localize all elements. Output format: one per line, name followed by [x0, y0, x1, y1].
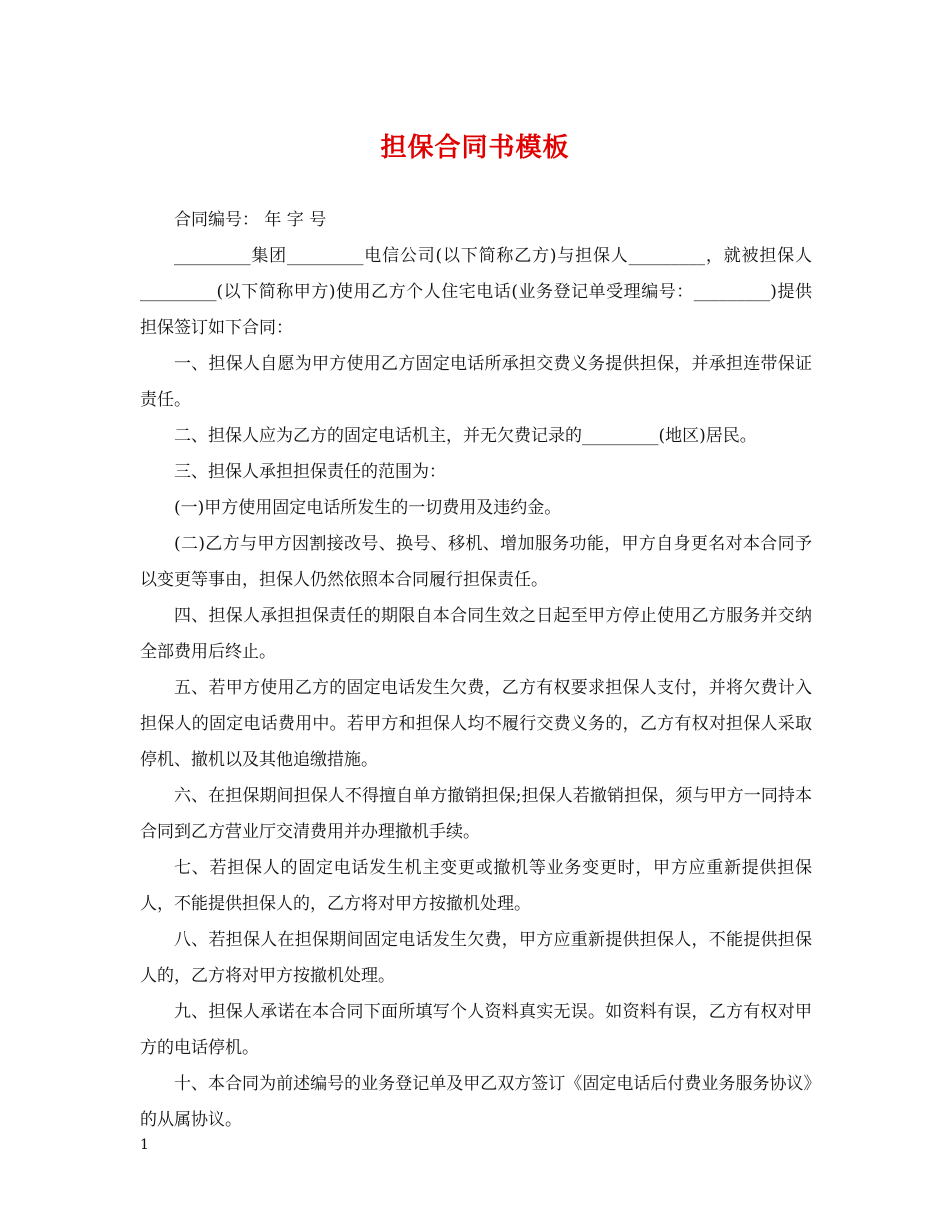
contract-number-line: 合同编号： 年 字 号 — [174, 210, 327, 230]
clause-9: 九、担保人承诺在本合同下面所填写个人资料真实无误。如资料有误，乙方有权对甲方的电话停机。 — [140, 1002, 812, 1058]
clause-7: 七、若担保人的固定电话发生机主变更或撤机等业务变更时，甲方应重新提供担保人，不能提供担保人的，乙方将对甲方按撤机处理。 — [140, 858, 812, 914]
document-title: 担保合同书模板 — [380, 133, 570, 163]
contract-intro-paragraph: _________集团_________电信公司(以下简称乙方)与担保人_________，就被担保人_________(以下简称甲方)使用乙方个人住宅电话(业务登记单受理编号：_________)提供担保签订如下合同： — [140, 246, 812, 338]
clause-1: 一、担保人自愿为甲方使用乙方固定电话所承担交费义务提供担保，并承担连带保证责任。 — [140, 354, 812, 410]
clause-3-item-2: (二)乙方与甲方因割接改号、换号、移机、增加服务功能，甲方自身更名对本合同予以变更等事由，担保人仍然依照本合同履行担保责任。 — [140, 534, 812, 590]
clause-2: 二、担保人应为乙方的固定电话机主，并无欠费记录的_________(地区)居民。 — [174, 426, 757, 446]
clause-3: 三、担保人承担担保责任的范围为： — [174, 462, 446, 482]
clause-4: 四、担保人承担担保责任的期限自本合同生效之日起至甲方停止使用乙方服务并交纳全部费用后终止。 — [140, 606, 812, 662]
clause-6: 六、在担保期间担保人不得擅自单方撤销担保;担保人若撤销担保，须与甲方一同持本合同到乙方营业厅交清费用并办理撤机手续。 — [140, 786, 812, 842]
clause-8: 八、若担保人在担保期间固定电话发生欠费，甲方应重新提供担保人，不能提供担保人的，乙方将对甲方按撤机处理。 — [140, 930, 812, 986]
page-number: 1 — [140, 1137, 149, 1153]
clause-3-item-1: (一)甲方使用固定电话所发生的一切费用及违约金。 — [174, 498, 562, 518]
clause-10: 十、本合同为前述编号的业务登记单及甲乙双方签订《固定电话后付费业务服务协议》的从属协议。 — [140, 1074, 812, 1130]
document-body — [140, 202, 812, 1138]
clause-5: 五、若甲方使用乙方的固定电话发生欠费，乙方有权要求担保人支付，并将欠费计入担保人的固定电话费用中。若甲方和担保人均不履行交费义务的，乙方有权对担保人采取停机、撤机以及其他追缴措施。 — [140, 678, 812, 770]
